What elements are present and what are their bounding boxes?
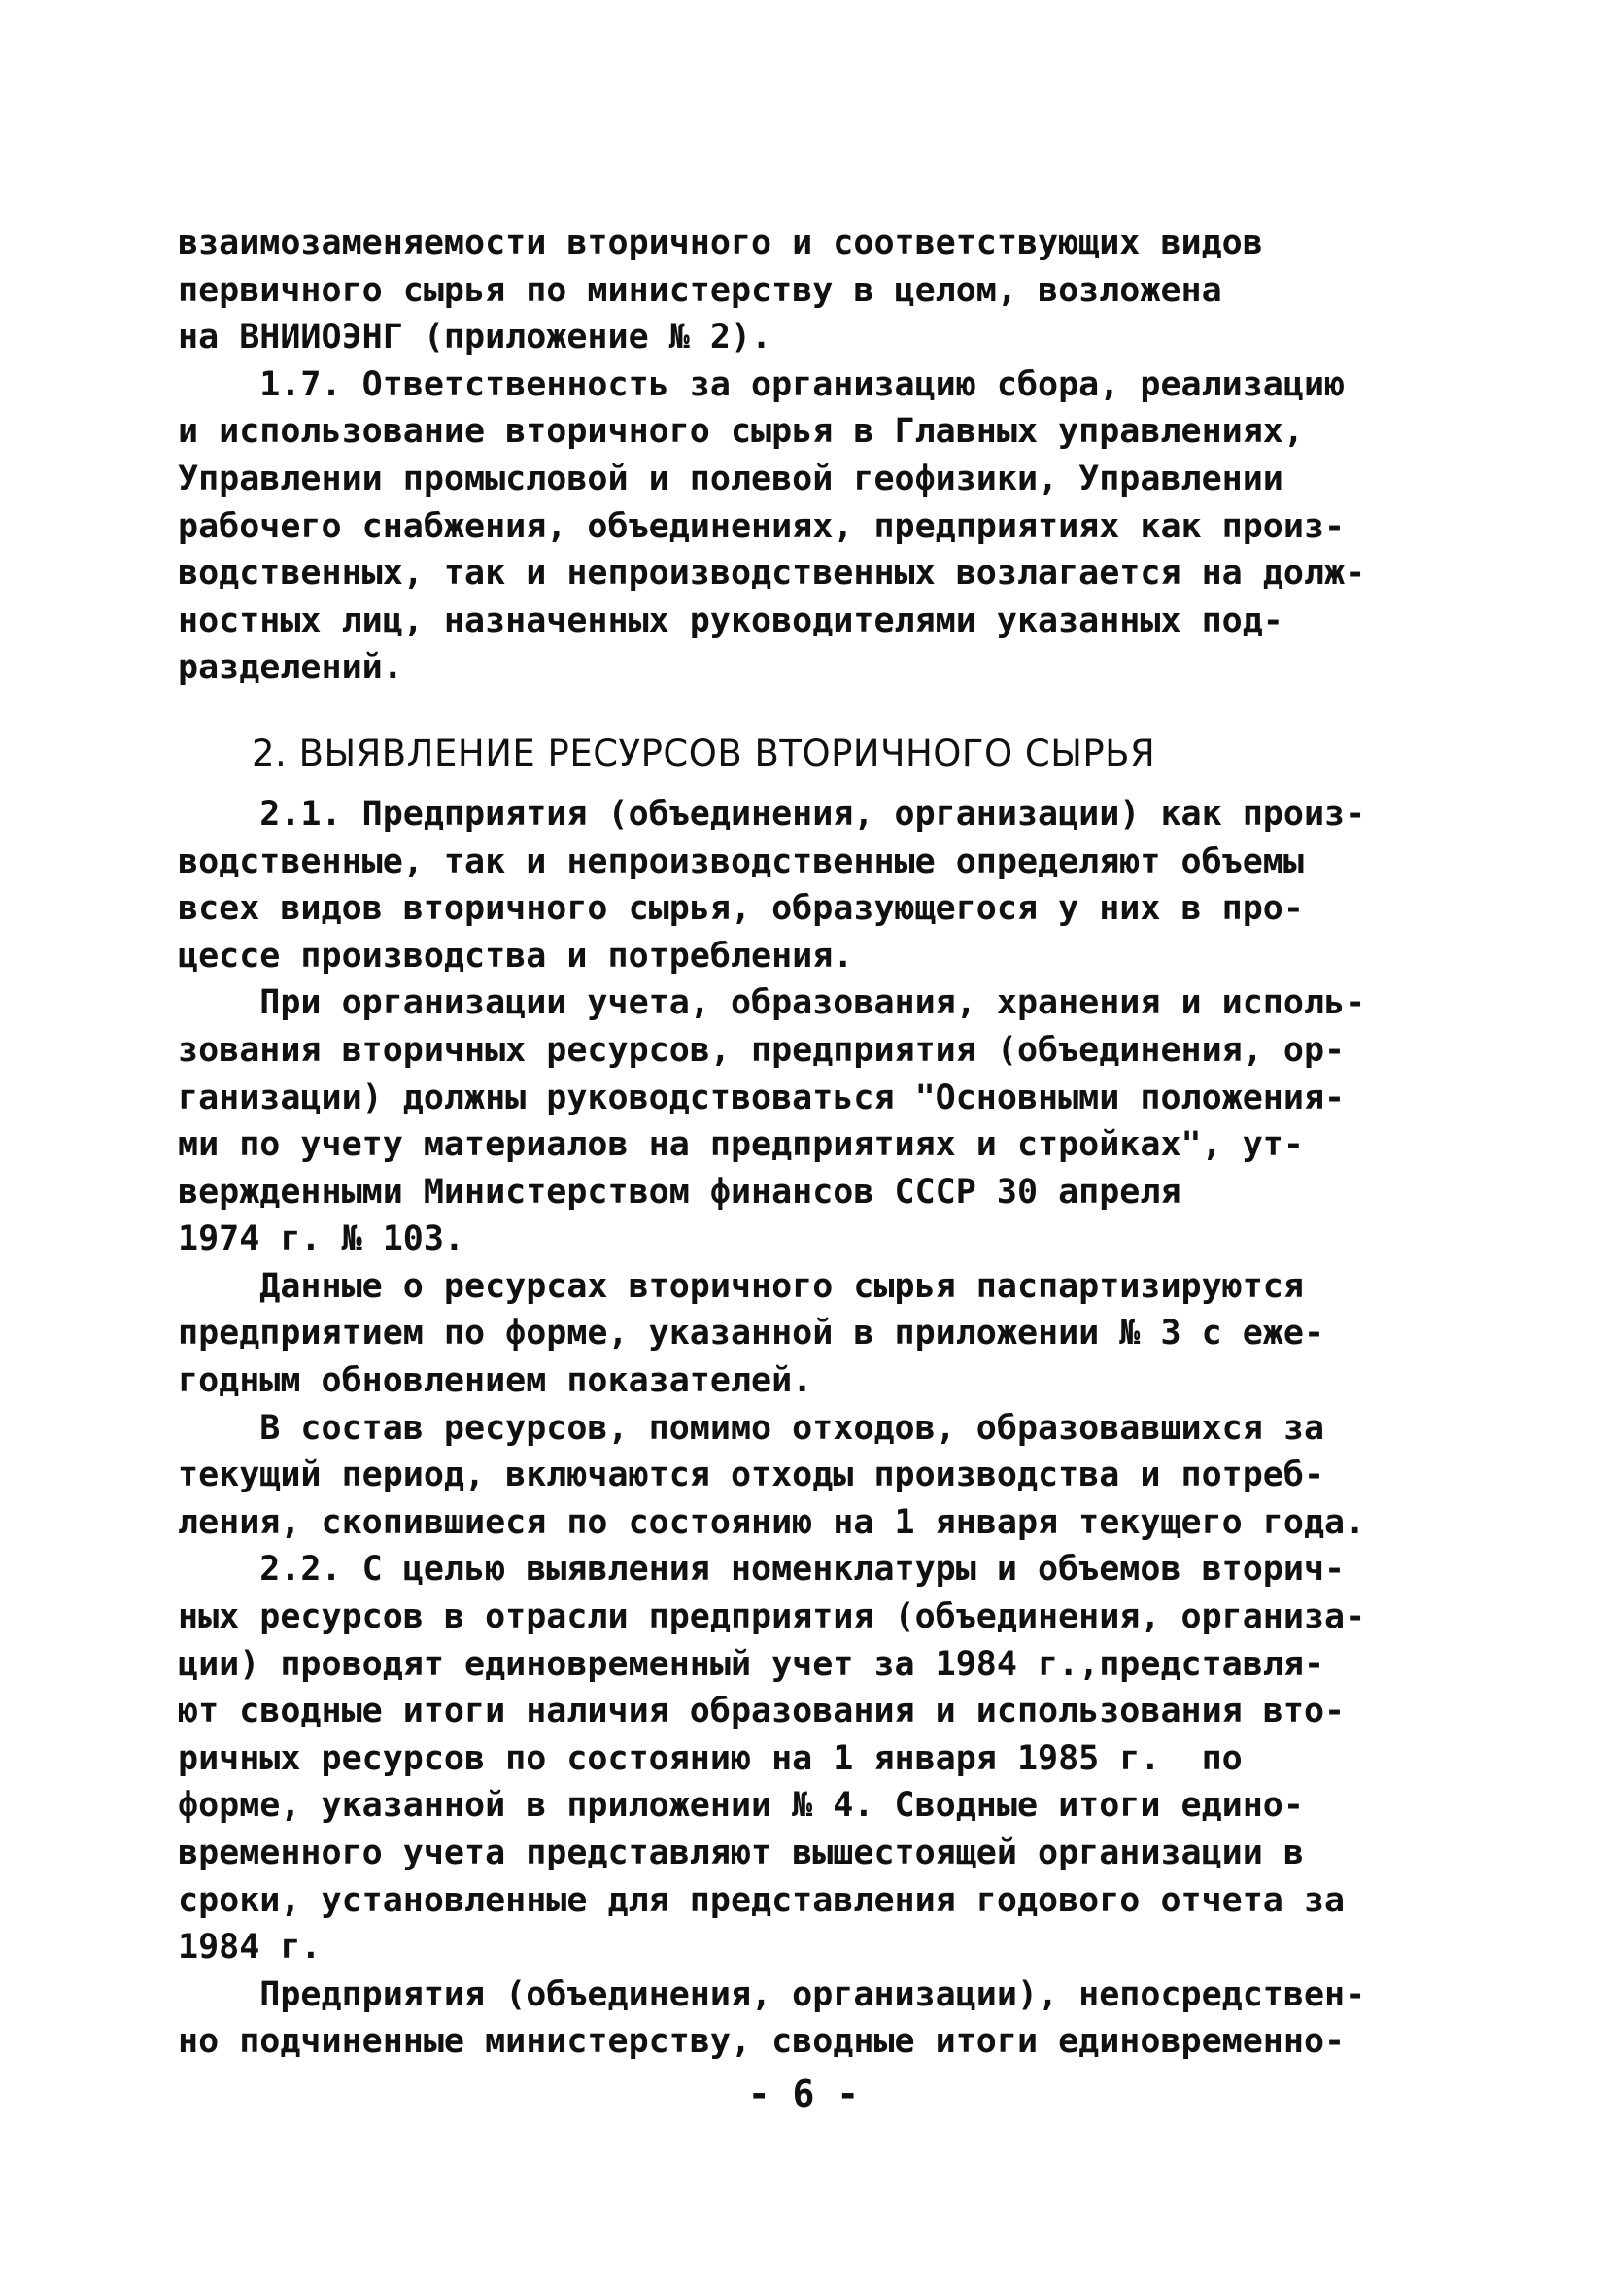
text-line: разделений. [178,648,403,688]
text-line: 1974 г. № 103. [178,1219,465,1259]
paragraph-2-1 [178,791,1441,979]
text-line: ганизации) должны руководствоваться "Основными положения- [178,1078,1346,1117]
text-line: на ВНИИОЭНГ (приложение № 2). [178,318,772,358]
text-line: ления, скопившиеся по состоянию на 1 января текущего года. [178,1502,1366,1542]
text-line: водственных, так и непроизводственных возлагается на долж- [178,554,1366,594]
text-line: первичного сырья по министерству в целом, возложена [178,270,1222,310]
paragraph-subordinate [178,1971,1441,2066]
text-line: ностных лиц, назначенных руководителями указанных под- [178,600,1283,640]
text-line: Предприятия (объединения, организации), непосредствен- [178,1974,1366,2014]
section-heading: 2. ВЫЯВЛЕНИЕ РЕСУРСОВ ВТОРИЧНОГО СЫРЬЯ [252,732,1156,774]
text-line: цессе производства и потребления. [178,936,854,976]
text-line: ми по учету материалов на предприятиях и стройках", ут- [178,1125,1304,1165]
text-line: годным обновлением показателей. [178,1361,813,1401]
text-line: При организации учета, образования, хранения и исполь- [178,983,1366,1023]
text-line: ют сводные итоги наличия образования и использования вто- [178,1692,1346,1731]
text-line: зования вторичных ресурсов, предприятия (объединения, ор- [178,1030,1346,1070]
text-line: форме, указанной в приложении № 4. Сводные итоги едино- [178,1786,1304,1826]
page-number: - 6 - [747,2073,860,2115]
text-line: 1.7. Ответственность за организацию сбора, реализацию [178,364,1346,404]
text-line: сроки, установленные для представления годового отчета за [178,1880,1346,1920]
text-line: 2.2. С целью выявления номенклатуры и объемов вторич- [178,1550,1346,1590]
paragraph-passport [178,1263,1441,1405]
text-line: Управлении промысловой и полевой геофизики, Управлении [178,459,1283,498]
text-line: ции) проводят единовременный учет за 1984 г.,представля- [178,1644,1325,1684]
text-line: и использование вторичного сырья в Главных управлениях, [178,412,1304,452]
paragraph-1-7 [178,361,1441,692]
text-line: водственные, так и непроизводственные определяют объемы [178,841,1304,881]
document-body [178,220,1441,2066]
text-line: ричных ресурсов по состоянию на 1 января 1985 г. по [178,1738,1243,1778]
text-line: но подчиненные министерству, сводные итоги единовременно- [178,2022,1346,2062]
text-line: ных ресурсов в отрасли предприятия (объединения, организа- [178,1597,1366,1637]
text-line: 2.1. Предприятия (объединения, организации) как произ- [178,794,1366,834]
text-line: временного учета представляют вышестоящей организации в [178,1833,1304,1872]
text-line: вержденными Министерством финансов СССР 30 апреля [178,1172,1181,1212]
paragraph-accounting [178,979,1441,1263]
paragraph-2-2 [178,1546,1441,1970]
paragraph-composition [178,1405,1441,1547]
text-line: Данные о ресурсах вторичного сырья паспартизируются [178,1266,1304,1306]
text-line: текущий период, включаются отходы производства и потреб- [178,1456,1325,1495]
text-line: предприятием по форме, указанной в приложении № 3 с еже- [178,1314,1325,1354]
text-line: рабочего снабжения, объединениях, предприятиях как произ- [178,506,1346,546]
spacer [178,692,1441,717]
text-line: всех видов вторичного сырья, образующегося у них в про- [178,889,1304,929]
text-line: 1984 г. [178,1928,322,1968]
text-line: В состав ресурсов, помимо отходов, образовавшихся за [178,1408,1325,1448]
text-line: взаимозаменяемости вторичного и соответствующих видов [178,223,1263,262]
paragraph-intro [178,220,1441,361]
